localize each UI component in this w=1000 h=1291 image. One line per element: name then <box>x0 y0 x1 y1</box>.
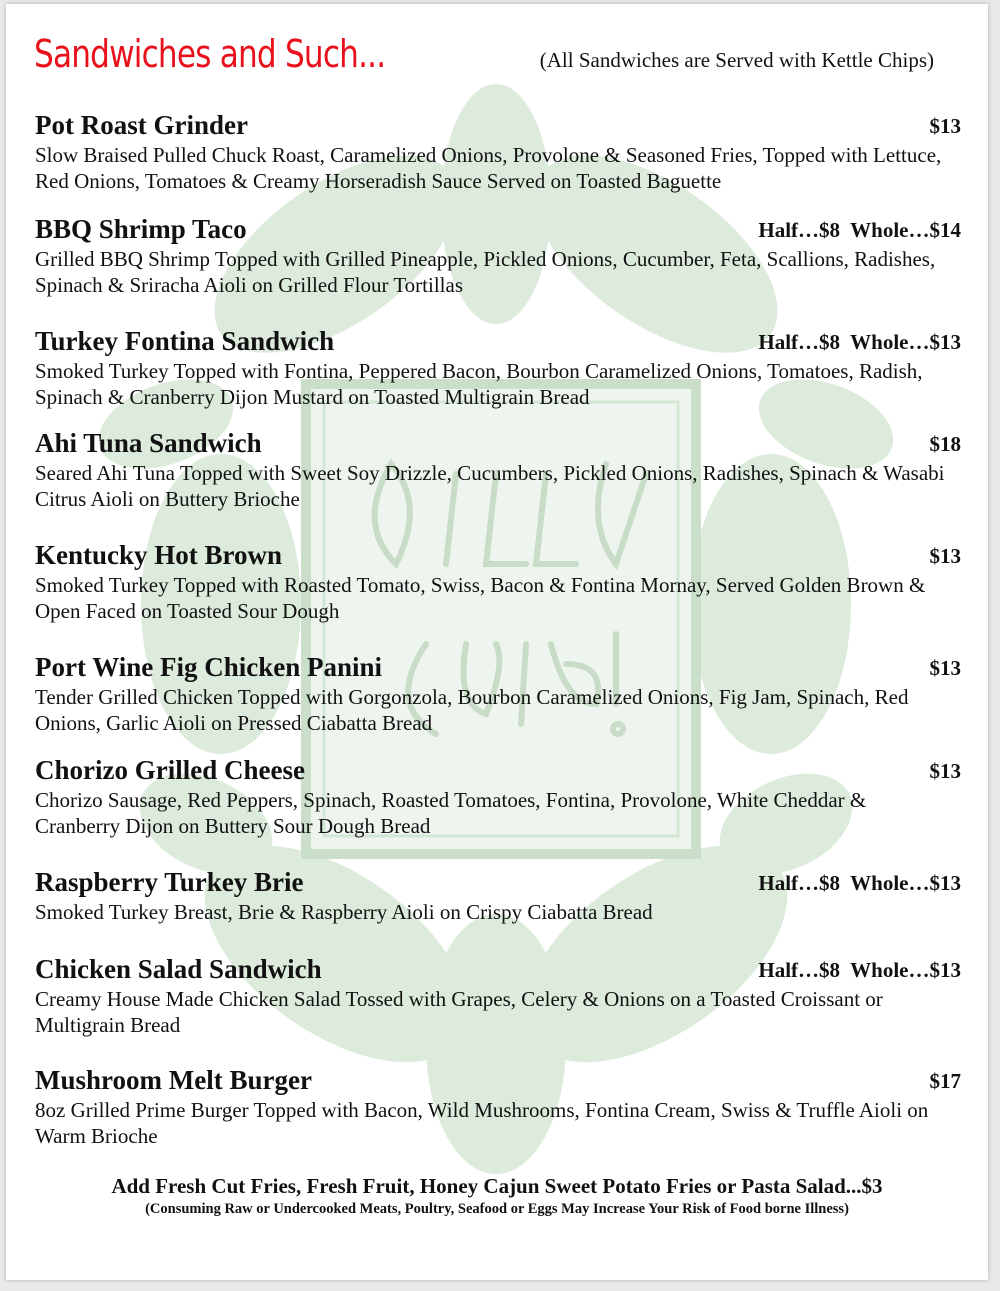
item-name: Pot Roast Grinder <box>35 110 248 140</box>
menu-content <box>6 4 988 1280</box>
menu-note: (All Sandwiches are Served with Kettle Chips) <box>539 48 934 72</box>
menu-item <box>35 109 961 194</box>
item-name: BBQ Shrimp Taco <box>35 214 247 244</box>
item-description: Slow Braised Pulled Chuck Roast, Caramelized Onions, Provolone & Seasoned Fries, Topped with Lettuce, Red Onions, Tomatoes & Creamy Horseradish Sauce Served on Toasted Baguette <box>35 143 942 193</box>
item-description: Chorizo Sausage, Red Peppers, Spinach, Roasted Tomatoes, Fontina, Provolone, White Cheddar & Cranberry Dijon on Buttery Sour Dough Bread <box>35 788 867 838</box>
item-description: Tender Grilled Chicken Topped with Gorgonzola, Bourbon Caramelized Onions, Fig Jam, Spinach, Red Onions, Garlic Aioli on Pressed Ciabatta Bread <box>35 685 909 735</box>
menu-item <box>35 427 961 512</box>
addon-note: Add Fresh Cut Fries, Fresh Fruit, Honey Cajun Sweet Potato Fries or Pasta Salad...$3 <box>111 1174 883 1198</box>
item-description: Smoked Turkey Topped with Fontina, Peppered Bacon, Bourbon Caramelized Onions, Tomatoes, Radish, Spinach & Cranberry Dijon Mustard on Toasted Multigrain Bread <box>35 359 923 409</box>
item-price: $13 <box>929 544 961 568</box>
menu-item <box>35 1064 961 1149</box>
item-price: $13 <box>929 759 961 783</box>
item-price: $13 <box>929 656 961 680</box>
item-price: $17 <box>929 1069 961 1093</box>
item-price: $13 <box>929 114 961 138</box>
item-name: Mushroom Melt Burger <box>35 1065 312 1095</box>
food-safety-warning: (Consuming Raw or Undercooked Meats, Poultry, Seafood or Eggs May Increase Your Risk of Food borne Illness) <box>145 1201 849 1217</box>
item-name: Chorizo Grilled Cheese <box>35 755 305 785</box>
menu-item <box>35 325 961 410</box>
item-description: 8oz Grilled Prime Burger Topped with Bacon, Wild Mushrooms, Fontina Cream, Swiss & Truffle Aioli on Warm Brioche <box>35 1098 929 1148</box>
menu-item <box>35 754 961 839</box>
menu-item <box>35 213 961 298</box>
item-price: Half…$8 Whole…$13 <box>758 330 961 354</box>
menu-title: Sandwiches and Such... <box>34 32 386 76</box>
item-name: Ahi Tuna Sandwich <box>35 428 262 458</box>
menu-item <box>35 866 961 925</box>
item-price: Half…$8 Whole…$13 <box>758 871 961 895</box>
item-description: Creamy House Made Chicken Salad Tossed with Grapes, Celery & Onions on a Toasted Croissant or Multigrain Bread <box>35 987 883 1037</box>
item-description: Seared Ahi Tuna Topped with Sweet Soy Drizzle, Cucumbers, Pickled Onions, Radishes, Spinach & Wasabi Citrus Aioli on Buttery Brioche <box>35 461 945 511</box>
item-name: Kentucky Hot Brown <box>35 540 283 570</box>
menu-item <box>35 651 961 736</box>
menu-page <box>6 4 988 1280</box>
item-price: Half…$8 Whole…$14 <box>758 218 961 242</box>
item-description: Grilled BBQ Shrimp Topped with Grilled Pineapple, Pickled Onions, Cucumber, Feta, Scallions, Radishes, Spinach & Sriracha Aioli on Grilled Flour Tortillas <box>35 247 936 297</box>
item-name: Chicken Salad Sandwich <box>35 954 322 984</box>
item-price: $18 <box>929 432 961 456</box>
item-name: Turkey Fontina Sandwich <box>35 326 335 356</box>
item-description: Smoked Turkey Topped with Roasted Tomato, Swiss, Bacon & Fontina Mornay, Served Golden Brown & Open Faced on Toasted Sour Dough <box>35 573 926 623</box>
item-price: Half…$8 Whole…$13 <box>758 958 961 982</box>
item-name: Port Wine Fig Chicken Panini <box>35 652 383 682</box>
item-description: Smoked Turkey Breast, Brie & Raspberry Aioli on Crispy Ciabatta Bread <box>35 900 653 924</box>
item-name: Raspberry Turkey Brie <box>35 867 304 897</box>
menu-item <box>35 953 961 1038</box>
menu-item <box>35 539 961 624</box>
